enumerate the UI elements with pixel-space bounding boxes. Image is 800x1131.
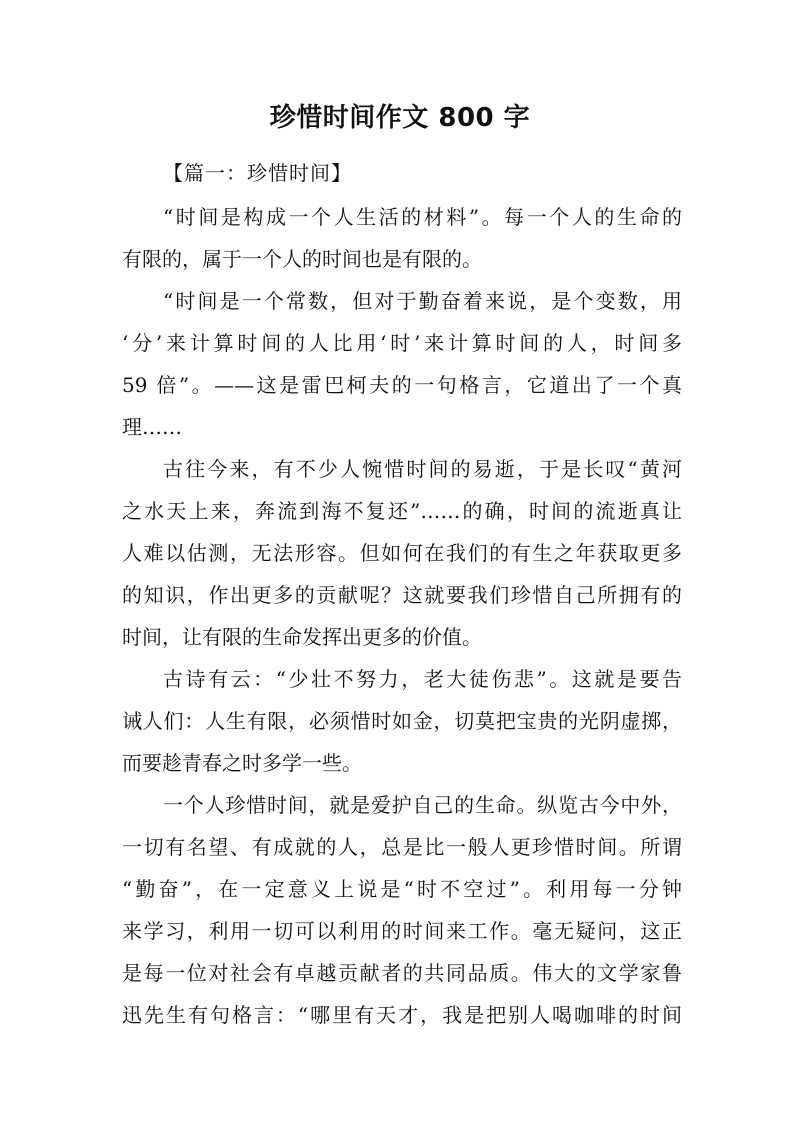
body-line: 来学习，利用一切可以利用的时间来工作。毫无疑问，这正 [122, 919, 682, 943]
body-line: “时间是构成一个人生活的材料”。每一个人的生命的 [163, 205, 682, 229]
body-line: 而要趁青春之时多学一些。 [122, 751, 362, 775]
body-line: “时间是一个常数，但对于勤奋着来说，是个变数，用 [163, 289, 682, 313]
body-line: 诫人们：人生有限，必须惜时如金，切莫把宝贵的光阴虚掷， [122, 709, 682, 733]
body-line: 的知识，作出更多的贡献呢？这就要我们珍惜自己所拥有的 [122, 583, 682, 607]
document-title: 珍惜时间作文 800 字 [269, 103, 531, 133]
body-line: 59 倍”。——这是雷巴柯夫的一句格言，它道出了一个真 [122, 373, 682, 397]
body-line: 理…… [122, 415, 182, 439]
body-line: 迅先生有句格言：“哪里有天才，我是把别人喝咖啡的时间 [122, 1003, 682, 1027]
section-heading: 【篇一：珍惜时间】 [163, 161, 352, 185]
body-line: 时间，让有限的生命发挥出更多的价值。 [122, 625, 482, 649]
body-line: 一切有名望、有成就的人，总是比一般人更珍惜时间。所谓 [122, 835, 682, 859]
body-line: ‘分’来计算时间的人比用‘时’来计算时间的人，时间多 [122, 331, 682, 355]
body-line: 之水天上来，奔流到海不复还”……的确，时间的流逝真让 [122, 499, 682, 523]
body-line: 有限的，属于一个人的时间也是有限的。 [122, 247, 482, 271]
body-line: 是每一位对社会有卓越贡献者的共同品质。伟大的文学家鲁 [122, 961, 682, 985]
body-line: 一个人珍惜时间，就是爱护自己的生命。纵览古今中外， [163, 793, 682, 817]
body-line: 古往今来，有不少人惋惜时间的易逝，于是长叹“黄河 [163, 457, 682, 481]
body-line: 人难以估测，无法形容。但如何在我们的有生之年获取更多 [122, 541, 682, 565]
body-line: 古诗有云：“少壮不努力，老大徒伤悲”。这就是要告 [163, 667, 682, 691]
body-line: “勤奋”，在一定意义上说是“时不空过”。利用每一分钟 [122, 877, 682, 901]
